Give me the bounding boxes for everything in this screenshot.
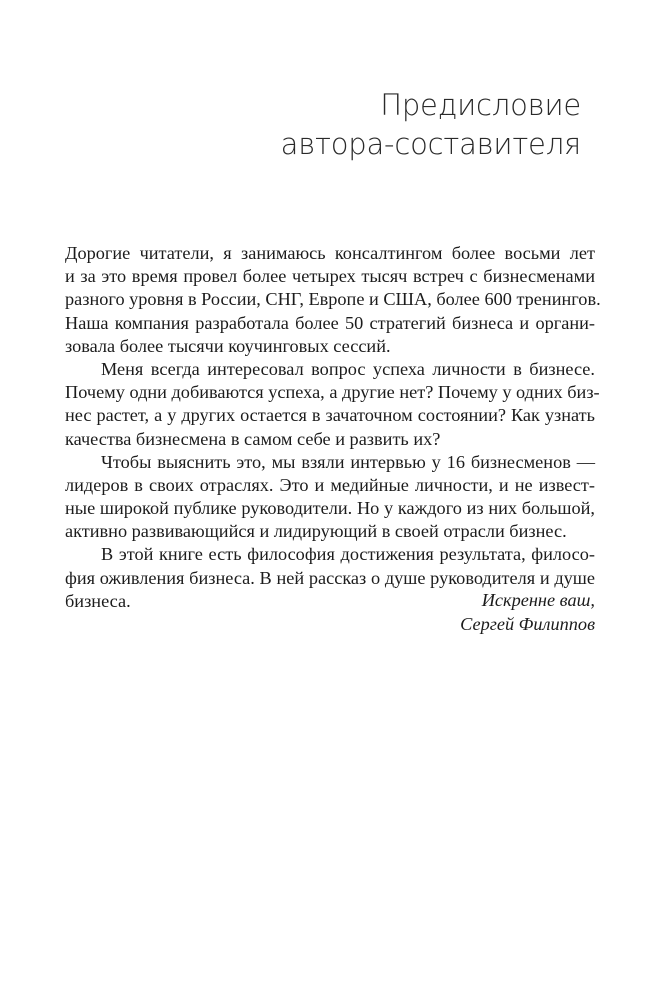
author-signature [460,588,595,636]
chapter-title-line-1: Предисловие [380,88,581,122]
text-line: зовала более тысячи коучинговых сессий. [65,335,391,356]
paragraph-3 [65,451,595,544]
text-line: нес растет, а у других остается в зачаточном состоянии? Как узнать [65,405,595,426]
text-line: Дорогие читатели, я занимаюсь консалтингом более восьми лет [65,243,595,263]
text-line: активно развивающийся и лидирующий в своей отрасли бизнес. [65,521,567,542]
text-line: Чтобы выяснить это, мы взяли интервью у 16 бизнесменов — [101,451,595,472]
paragraph-2 [65,358,600,451]
paragraph-1 [65,242,601,358]
text-line: В этой книге есть философия достижения результата, филосо- [101,544,595,565]
text-line: лидеров в своих отраслях. Это и медийные личности, и не извест- [65,474,595,495]
text-line: качества бизнесмена в самом себе и развить их? [65,428,441,449]
text-line: разного уровня в России, СНГ, Европе и США, более 600 тренингов. [65,289,601,310]
chapter-title-line-2: автора-составителя [280,127,581,161]
chapter-title [281,86,581,164]
text-line: фия оживления бизнеса. В ней рассказ о душе руководителя и душе [65,567,595,588]
text-line: бизнеса. [65,590,131,611]
text-line: ные широкой публике руководители. Но у каждого из них большой, [65,498,595,519]
text-line: Меня всегда интересовал вопрос успеха личности в бизнесе. [101,358,595,379]
text-line: Наша компания разработала более 50 стратегий бизнеса и органи- [65,312,595,333]
signature-closing: Искренне ваш, [481,590,595,610]
text-line: Почему одни добиваются успеха, а другие нет? Почему у одних биз- [65,382,600,403]
preface-body [65,242,601,613]
signature-name: Сергей Филиппов [460,614,595,634]
text-line: и за это время провел более четырех тысяч встреч с бизнесменами [65,266,595,287]
